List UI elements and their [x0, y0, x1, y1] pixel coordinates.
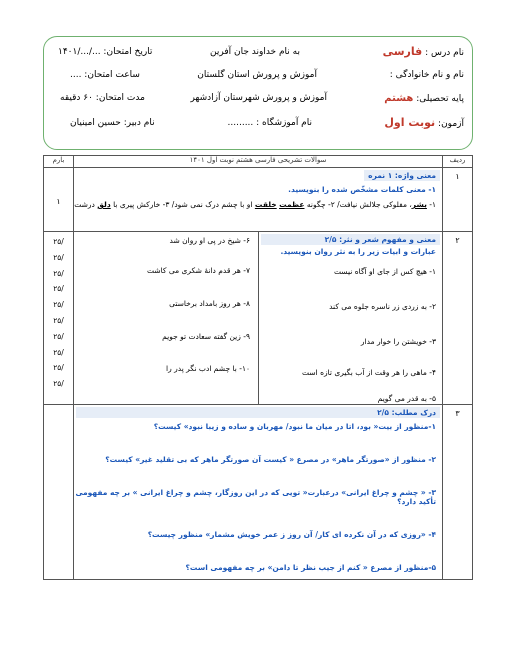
- exam-date: تاریخ امتحان: .../.../۱۴۰۱: [58, 47, 153, 57]
- section-2-heading: معنی و مفهوم شعر و نثر: ۲/۵: [261, 234, 440, 245]
- section-2-number: ۲: [443, 232, 473, 405]
- section-3-number: ۳: [443, 405, 473, 580]
- exam-value: نوبت اول: [384, 116, 436, 129]
- exam-field: [384, 116, 464, 129]
- section-1-body: [73, 168, 442, 232]
- province-text: آموزش و پرورش استان گلستان: [197, 70, 317, 80]
- section-2-right-column: [258, 232, 442, 404]
- table-header-row: [44, 156, 473, 168]
- subject-field: [383, 45, 464, 58]
- score-item: /۲۵: [53, 300, 64, 310]
- highlighted-word-1: بشر: [411, 200, 427, 209]
- score-item: /۲۵: [53, 363, 64, 373]
- section-1-row: [44, 168, 473, 232]
- score-item: /۲۵: [53, 347, 64, 357]
- section-2-row: [44, 232, 473, 405]
- student-name-field: نام و نام خانوادگی :: [389, 70, 464, 80]
- question-4: ۴- «روزی که در آن نکرده ای کار/ آن روز ز عمر خویش مشمار» منظور چیست؟: [147, 530, 437, 539]
- sentence-part-3: او با چشم درک نمی شود/ ۳- خارکش پیری با: [110, 200, 255, 209]
- question-5: ۵-منظور از مصرع « کنم از جیب نظر تا دامن» بر چه مفهومی است؟: [185, 563, 437, 572]
- question-2: ۲- منظور از «صورتگر ماهر» در مصرع « کیست آن صورتگر ماهر که بی تقلید غیر» کیست؟: [105, 455, 437, 464]
- right-item-3: ۳- خویشتن را خوار مدار: [360, 337, 437, 346]
- exam-label: آزمون:: [435, 119, 464, 129]
- bismillah-text: به نام خداوند جان آفرین: [210, 47, 300, 57]
- grade-value: هشتم: [384, 93, 414, 104]
- left-item-7: ۷- هر قدم دانهٔ شکری می کاشت: [146, 266, 251, 275]
- highlighted-word-4: دلق: [97, 200, 111, 209]
- section-3-score: [44, 405, 74, 580]
- question-1: ۱-منظور از بیت« بود، اتا در میان ما نبود/ مهربان و ساده و زیبا نبود» کیست؟: [153, 422, 437, 431]
- section-3-row: [44, 405, 473, 580]
- section-1-instruction: ۱- معنی کلمات مشخّص شده را بنویسید.: [288, 185, 437, 194]
- right-item-1: ۱- هیچ کس از جای او آگاه نیست: [333, 267, 437, 276]
- right-item-2: ۲- به زردی زر ناسره جلوه می کند: [329, 302, 437, 311]
- sentence-prefix: ۱-: [426, 200, 437, 209]
- left-item-6: ۶- شیخ در پی او روان شد: [169, 236, 251, 245]
- highlighted-word-3: خلقت: [254, 200, 277, 209]
- score-item: /۲۵: [53, 315, 64, 325]
- highlighted-word-2: عظمت: [279, 200, 305, 209]
- school-name-field: نام آموزشگاه : .........: [227, 118, 312, 128]
- right-item-4: ۴- ماهی را هر وقت از آب بگیری تازه است: [301, 368, 437, 377]
- score-item: /۲۵: [53, 331, 64, 341]
- exam-title: سوالات تشریحی فارسی هشتم نوبت اول ۱۴۰۱: [73, 156, 442, 168]
- question-3: ۳- « چشم و چراغ ایرانی» درعبارت« تویی که در این روزگار، چشم و چراغ ایرانی » بر چه مفهومی تأکید دارد؟: [75, 488, 437, 506]
- left-item-10: ۱۰- با چشم ادب نگر پدر را: [166, 364, 251, 373]
- section-1-number: ۱: [443, 168, 473, 232]
- score-item: /۲۵: [53, 379, 64, 389]
- score-item: /۲۵: [53, 284, 64, 294]
- left-item-9: ۹- زین گفته سعادت تو جویم: [162, 332, 251, 341]
- grade-label: پایه تحصیلی:: [413, 94, 464, 104]
- right-item-5: ۵- به قدر می گویم: [377, 394, 437, 403]
- section-1-sentence: [74, 194, 442, 209]
- score-item: /۲۵: [53, 237, 64, 246]
- score-item: /۲۵: [53, 268, 64, 278]
- section-2-instruction: عبارات و ابیات زیر را به نثر روان بنویسید.: [280, 247, 437, 256]
- section-3-body: [73, 405, 442, 580]
- section-3-heading: درک مطلب: ۲/۵: [76, 407, 440, 418]
- grade-field: [384, 93, 464, 104]
- section-2-scores: [44, 232, 74, 405]
- exam-duration: مدت امتحان: ۶۰ دقیقه: [60, 93, 145, 103]
- score-header: بارم: [44, 156, 74, 168]
- section-2-left-column: [74, 232, 258, 404]
- exam-table: [43, 155, 473, 580]
- subject-label: نام درس :: [422, 48, 464, 58]
- section-2-body: [73, 232, 442, 405]
- subject-value: فارسی: [382, 45, 423, 58]
- score-item: /۲۵: [53, 252, 64, 262]
- section-1-score: ۱: [44, 168, 74, 232]
- teacher-name: نام دبیر: حسین امینیان: [70, 118, 155, 128]
- sentence-part-4: درشت: [74, 200, 98, 209]
- row-number-header: ردیف: [443, 156, 473, 168]
- exam-header: [43, 36, 473, 150]
- left-item-8: ۸- هر روز بامداد برخاستی: [169, 299, 251, 308]
- exam-time: ساعت امتحان: ....: [70, 70, 140, 80]
- section-1-heading: معنی واژه: ۱ نمره: [364, 170, 440, 181]
- sentence-part-1: ، مفلوکی جلالش نیافت/ ۲- چگونه: [304, 200, 412, 209]
- city-text: آموزش و پرورش شهرستان آزادشهر: [190, 93, 327, 103]
